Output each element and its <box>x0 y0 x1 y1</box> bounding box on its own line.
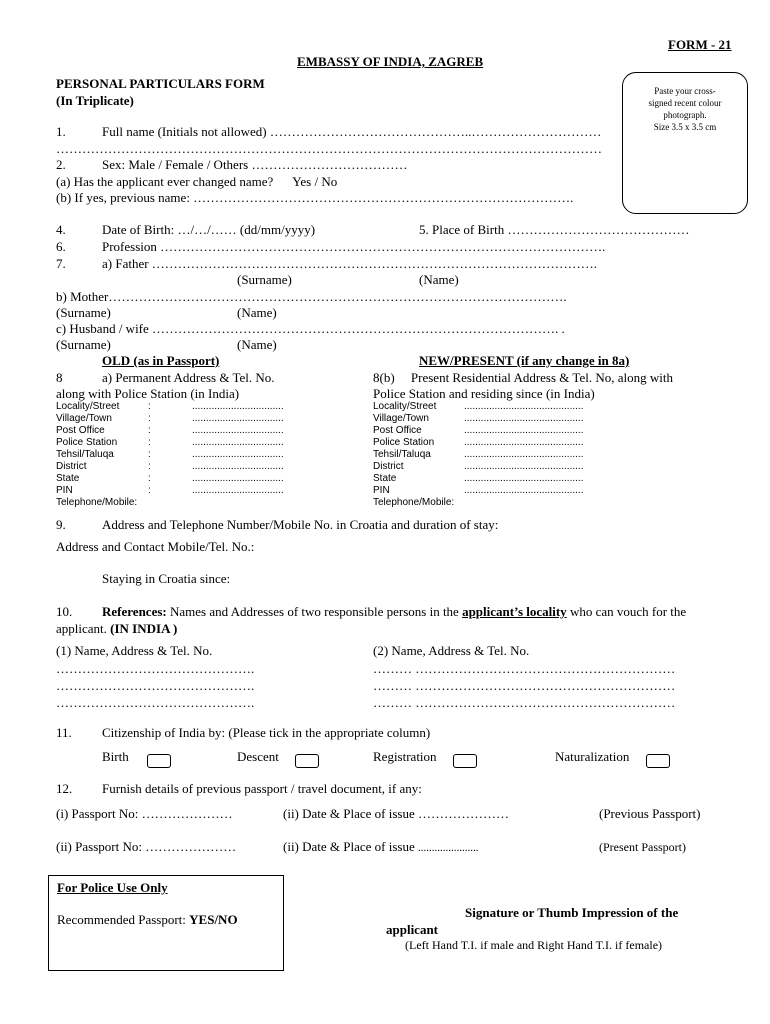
permanent-pin-colon: : <box>148 485 151 496</box>
citizenship-naturalization-label: Naturalization <box>555 749 630 764</box>
q1-number: 1. <box>56 124 66 139</box>
in-india-label: (IN INDIA ) <box>110 621 178 636</box>
permanent-address-heading: a) Permanent Address & Tel. No. <box>102 370 275 385</box>
present-district-field[interactable]: ........................................... <box>464 461 584 472</box>
permanent-pin-field[interactable]: ................................. <box>192 485 284 496</box>
reference-1-line-2[interactable]: ………………………………………. <box>56 678 255 693</box>
reference-2-line-1[interactable]: ……… …………………………………………………… <box>373 661 676 676</box>
present-state-field[interactable]: ........................................... <box>464 473 584 484</box>
permanent-police-station-label: Police Station <box>56 437 118 448</box>
police-use-title: For Police Use Only <box>57 880 168 895</box>
croatia-address-question: Address and Telephone Number/Mobile No. in Croatia and duration of stay: <box>102 517 499 532</box>
croatia-address-field[interactable]: Address and Contact Mobile/Tel. No.: <box>56 539 255 554</box>
present-address-heading: 8(b) Present Residential Address & Tel. No, along with <box>373 370 673 385</box>
present-pin-field[interactable]: ........................................... <box>464 485 584 496</box>
previous-passport-number-field[interactable]: (i) Passport No: ………………… <box>56 806 233 821</box>
present-pin-label: PIN <box>373 485 390 496</box>
present-telephone-mobile-label: Telephone/Mobile: <box>373 497 455 508</box>
profession-field[interactable]: Profession …………………………………………………………………………………………. <box>102 239 606 254</box>
references-text-3: applicant. <box>56 621 111 636</box>
father-surname-label: (Surname) <box>237 272 292 287</box>
present-passport-label: (Present Passport) <box>599 840 686 854</box>
present-tehsil-taluqa-label: Tehsil/Taluqa <box>373 449 431 460</box>
q7-number: 7. <box>56 256 66 271</box>
photo-instruction-4: Size 3.5 x 3.5 cm <box>653 122 717 132</box>
permanent-tehsil-taluqa-field[interactable]: ................................. <box>192 449 284 460</box>
father-name-field[interactable]: a) Father …………………………………………………………………………………………. <box>102 256 598 271</box>
citizenship-birth-checkbox[interactable] <box>147 754 171 768</box>
signature-label: Signature or Thumb Impression of the <box>465 905 679 920</box>
reference-2-label: (2) Name, Address & Tel. No. <box>373 643 530 658</box>
citizenship-descent-checkbox[interactable] <box>295 754 319 768</box>
citizenship-registration-checkbox[interactable] <box>453 754 477 768</box>
full-name-field[interactable]: Full name (Initials not allowed) ………………………………………..………………………… <box>102 124 602 139</box>
previous-passport-issue-field[interactable]: (ii) Date & Place of issue ………………… <box>283 806 510 821</box>
present-tehsil-taluqa-field[interactable]: ........................................... <box>464 449 584 460</box>
q12-number: 12. <box>56 781 73 796</box>
previous-passport-label: (Previous Passport) <box>599 806 701 821</box>
q9-number: 9. <box>56 517 66 532</box>
changed-name-field[interactable]: (a) Has the applicant ever changed name? Yes / No <box>56 174 338 189</box>
present-post-office-label: Post Office <box>373 425 422 436</box>
previous-name-field[interactable]: (b) If yes, previous name: ……………………………………………………………………………. <box>56 190 574 205</box>
q8-number: 8 <box>56 370 63 385</box>
permanent-state-label: State <box>56 473 80 484</box>
present-locality-street-field[interactable]: ........................................... <box>464 401 584 412</box>
reference-2-line-3[interactable]: ……… …………………………………………………… <box>373 695 676 710</box>
permanent-police-station-field[interactable]: ................................. <box>192 437 284 448</box>
photo-instruction-3: photograph. <box>663 110 707 120</box>
present-passport-issue-label: (ii) Date & Place of issue <box>283 839 415 854</box>
permanent-post-office-field[interactable]: ................................. <box>192 425 284 436</box>
q4-number: 4. <box>56 222 66 237</box>
present-locality-street-label: Locality/Street <box>373 401 437 412</box>
spouse-name-label: (Name) <box>237 337 277 352</box>
present-district-label: District <box>373 461 404 472</box>
thumb-impression-note: (Left Hand T.I. if male and Right Hand T.I. if female) <box>405 938 663 952</box>
references-question <box>102 604 686 619</box>
spouse-surname-label: (Surname) <box>56 337 111 352</box>
father-name-label: (Name) <box>419 272 459 287</box>
references-text-2: who can vouch for the <box>569 604 687 619</box>
photo-box <box>622 72 748 214</box>
q6-number: 6. <box>56 239 66 254</box>
reference-1-label: (1) Name, Address & Tel. No. <box>56 643 213 658</box>
references-question-cont <box>56 621 177 636</box>
mother-name-label: (Name) <box>237 305 277 320</box>
place-of-birth-field[interactable]: 5. Place of Birth …………………………………… <box>419 222 690 237</box>
spouse-name-field[interactable]: c) Husband / wife …………………………………………………………………………………. . <box>56 321 565 336</box>
permanent-post-office-label: Post Office <box>56 425 105 436</box>
form-subtitle: (In Triplicate) <box>56 93 134 108</box>
permanent-district-label: District <box>56 461 87 472</box>
permanent-locality-street-field[interactable]: ................................. <box>192 401 284 412</box>
recommended-yes-no: YES/NO <box>189 912 238 927</box>
permanent-state-colon: : <box>148 473 151 484</box>
citizenship-descent-label: Descent <box>237 749 279 764</box>
present-passport-issue-dots: ...................... <box>418 842 479 854</box>
present-passport-number-field[interactable]: (ii) Passport No: ………………… <box>56 839 237 854</box>
recommended-passport-label: Recommended Passport: <box>57 912 190 927</box>
form-title: PERSONAL PARTICULARS FORM <box>56 76 265 91</box>
references-label: References: <box>102 604 167 619</box>
mother-name-field[interactable]: b) Mother……………………………………………………………………………………………. <box>56 289 567 304</box>
new-address-heading: NEW/PRESENT (if any change in 8a) <box>419 353 630 368</box>
form-number: FORM - 21 <box>668 37 732 52</box>
q11-number: 11. <box>56 725 72 740</box>
reference-1-line-1[interactable]: ………………………………………. <box>56 661 255 676</box>
present-state-label: State <box>373 473 397 484</box>
embassy-title: EMBASSY OF INDIA, ZAGREB <box>297 54 484 69</box>
q2-number: 2. <box>56 157 66 172</box>
applicant-locality-label: applicant’s locality <box>462 604 567 619</box>
police-use-box <box>48 875 284 971</box>
full-name-continuation[interactable]: ……………………………………………………………………………………………………………… <box>56 141 602 156</box>
old-address-heading: OLD (as in Passport) <box>102 353 220 368</box>
permanent-telephone-mobile-label: Telephone/Mobile: <box>56 497 138 508</box>
present-address-subheading: Police Station and residing since (in India) <box>373 386 595 401</box>
permanent-address-subheading: along with Police Station (in India) <box>56 386 240 401</box>
permanent-village-town-field[interactable]: ................................. <box>192 413 284 424</box>
permanent-state-field[interactable]: ................................. <box>192 473 284 484</box>
present-village-town-field[interactable]: ........................................... <box>464 413 584 424</box>
citizenship-registration-label: Registration <box>373 749 437 764</box>
citizenship-birth-label: Birth <box>102 749 129 764</box>
permanent-locality-street-colon: : <box>148 401 151 412</box>
permanent-post-office-colon: : <box>148 425 151 436</box>
reference-1-line-3[interactable]: ………………………………………. <box>56 695 255 710</box>
present-village-town-label: Village/Town <box>373 413 429 424</box>
present-police-station-label: Police Station <box>373 437 435 448</box>
photo-instruction-2: signed recent colour <box>648 98 722 108</box>
permanent-police-station-colon: : <box>148 437 151 448</box>
mother-surname-label: (Surname) <box>56 305 111 320</box>
citizenship-question: Citizenship of India by: (Please tick in the appropriate column) <box>102 725 431 740</box>
permanent-tehsil-taluqa-colon: : <box>148 449 151 460</box>
present-passport-issue-field[interactable] <box>283 839 479 856</box>
permanent-pin-label: PIN <box>56 485 73 496</box>
references-text-1: Names and Addresses of two responsible persons in the <box>169 604 459 619</box>
permanent-district-field[interactable]: ................................. <box>192 461 284 472</box>
permanent-tehsil-taluqa-label: Tehsil/Taluqa <box>56 449 114 460</box>
citizenship-naturalization-checkbox[interactable] <box>646 754 670 768</box>
signature-label-applicant: applicant <box>386 922 439 937</box>
present-post-office-field[interactable]: ........................................... <box>464 425 584 436</box>
permanent-village-town-colon: : <box>148 413 151 424</box>
present-police-station-field[interactable]: ........................................... <box>464 437 584 448</box>
photo-instruction-1: Paste your cross- <box>654 86 716 96</box>
reference-2-line-2[interactable]: ……… …………………………………………………… <box>373 678 676 693</box>
passport-details-question: Furnish details of previous passport / travel document, if any: <box>102 781 422 796</box>
permanent-locality-street-label: Locality/Street <box>56 401 120 412</box>
sex-field[interactable]: Sex: Male / Female / Others ……………………………… <box>102 157 408 172</box>
date-of-birth-field[interactable]: Date of Birth: …/…/…… (dd/mm/yyyy) <box>102 222 316 237</box>
q10-number: 10. <box>56 604 73 619</box>
staying-since-field[interactable]: Staying in Croatia since: <box>102 571 231 586</box>
recommended-passport-field <box>57 912 238 927</box>
permanent-district-colon: : <box>148 461 151 472</box>
permanent-village-town-label: Village/Town <box>56 413 112 424</box>
